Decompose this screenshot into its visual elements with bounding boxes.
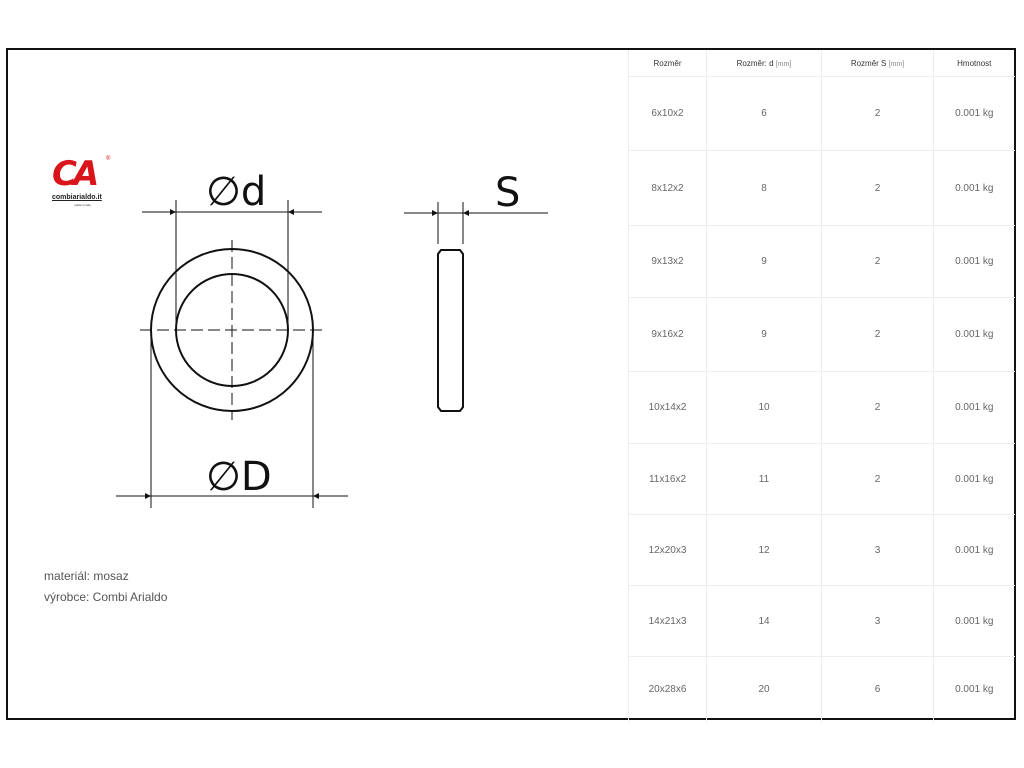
table-header-row xyxy=(629,50,1015,77)
cell-size: 14x21x3 xyxy=(629,586,707,657)
cell-weight: 0.001 kg xyxy=(934,586,1015,657)
table-row xyxy=(629,298,1015,372)
table-row xyxy=(629,657,1015,723)
cell-d: 11 xyxy=(707,444,822,515)
brand-logo xyxy=(52,156,114,208)
cell-s: 3 xyxy=(822,515,934,586)
cell-weight: 0.001 kg xyxy=(934,515,1015,586)
cell-s: 3 xyxy=(822,586,934,657)
cell-s: 6 xyxy=(822,657,934,723)
cell-s: 2 xyxy=(822,298,934,372)
cell-size: 11x16x2 xyxy=(629,444,707,515)
side-view xyxy=(404,202,548,411)
cell-weight: 0.001 kg xyxy=(934,226,1015,298)
logo-tagline: made in italy xyxy=(74,203,91,207)
cell-size: 12x20x3 xyxy=(629,515,707,586)
cell-d: 9 xyxy=(707,298,822,372)
cell-weight: 0.001 kg xyxy=(934,657,1015,723)
table-row xyxy=(629,515,1015,586)
cell-size: 10x14x2 xyxy=(629,372,707,444)
cell-size: 20x28x6 xyxy=(629,657,707,723)
cell-d: 9 xyxy=(707,226,822,298)
cell-weight: 0.001 kg xyxy=(934,151,1015,226)
header-d: Rozměr: d [mm] xyxy=(707,50,822,77)
cell-size: 8x12x2 xyxy=(629,151,707,226)
dimension-label-S: S xyxy=(495,170,521,216)
cell-d: 6 xyxy=(707,77,822,151)
dimension-label-D: ∅D xyxy=(206,454,272,500)
cell-weight: 0.001 kg xyxy=(934,77,1015,151)
table-row xyxy=(629,77,1015,151)
cell-weight: 0.001 kg xyxy=(934,372,1015,444)
header-weight: Hmotnost xyxy=(934,50,1015,77)
cell-d: 8 xyxy=(707,151,822,226)
cell-s: 2 xyxy=(822,444,934,515)
cell-d: 10 xyxy=(707,372,822,444)
material-text: materiál: mosaz xyxy=(44,569,129,583)
cell-weight: 0.001 kg xyxy=(934,444,1015,515)
cell-s: 2 xyxy=(822,77,934,151)
manufacturer-text: výrobce: Combi Arialdo xyxy=(44,590,168,604)
table-row xyxy=(629,444,1015,515)
table-row xyxy=(629,586,1015,657)
cell-s: 2 xyxy=(822,151,934,226)
table-row xyxy=(629,151,1015,226)
cell-d: 20 xyxy=(707,657,822,723)
logo-registered: ® xyxy=(106,156,111,162)
cell-d: 14 xyxy=(707,586,822,657)
logo-site: combiarialdo.it xyxy=(52,194,102,201)
table-row xyxy=(629,372,1015,444)
spec-table xyxy=(628,50,1015,723)
cell-s: 2 xyxy=(822,372,934,444)
cell-s: 2 xyxy=(822,226,934,298)
header-size: Rozměr xyxy=(629,50,707,77)
cell-weight: 0.001 kg xyxy=(934,298,1015,372)
cell-size: 9x13x2 xyxy=(629,226,707,298)
header-s: Rozměr S [mm] xyxy=(822,50,934,77)
cell-size: 9x16x2 xyxy=(629,298,707,372)
cell-d: 12 xyxy=(707,515,822,586)
dimension-label-d: ∅d xyxy=(206,169,267,215)
cell-size: 6x10x2 xyxy=(629,77,707,151)
table-row xyxy=(629,226,1015,298)
logo-mark: CA xyxy=(52,154,96,194)
